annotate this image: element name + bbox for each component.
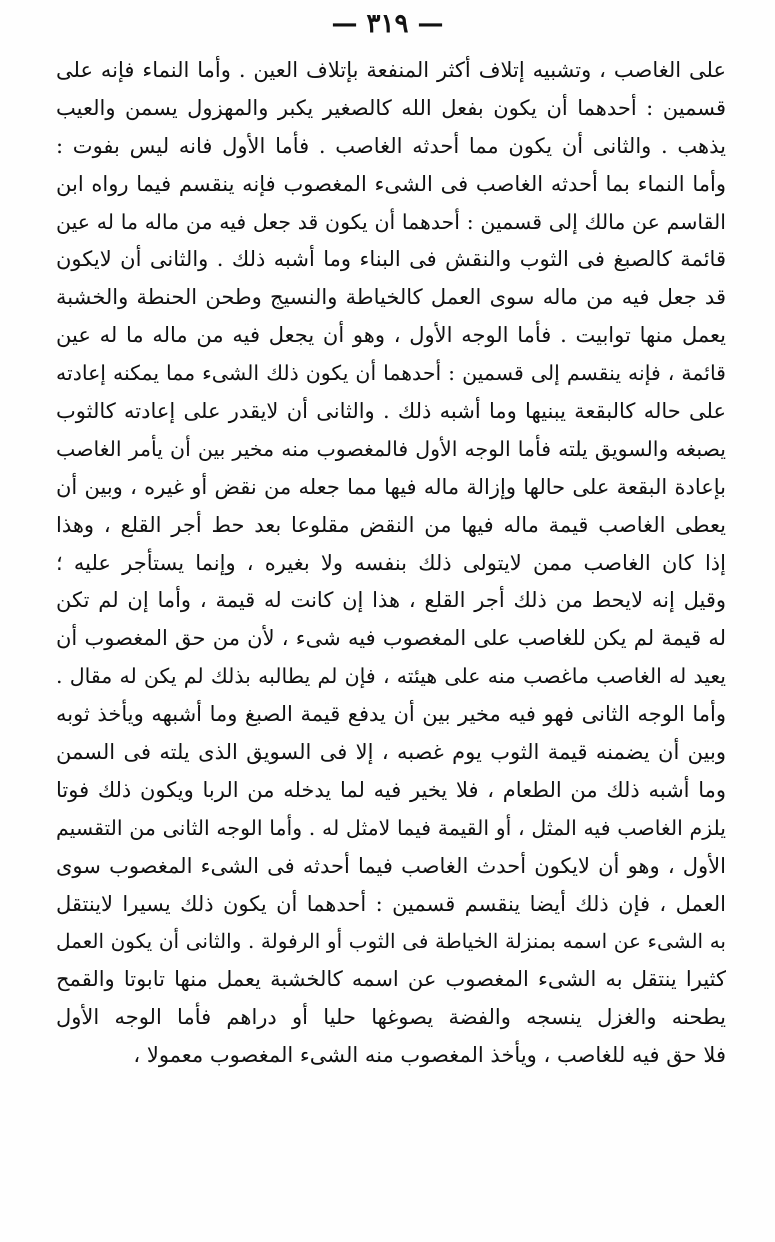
text-line: يعطى الغاصب قيمة ماله فيها من النقض مقلوعا بعد حط أجر القلع ، وهذا bbox=[56, 512, 726, 537]
text-line: به الشىء عن اسمه بمنزلة الخياطة فى الثوب أو الرفولة . والثانى أن يكون العمل bbox=[56, 929, 726, 954]
text-line: يطحنه والغزل ينسجه والفضة يصوغها حليا أو دراهم فأما الوجه الأول bbox=[56, 1005, 726, 1030]
text-line: قائمة ، فإنه ينقسم إلى قسمين : أحدهما أن يكون ذلك الشىء مما يمكنه إعادته bbox=[56, 361, 726, 386]
text-line: قائمة كالصبغ فى الثوب والنقش فى البناء وما أشبه ذلك . والثانى أن لايكون bbox=[56, 247, 726, 272]
text-line: يصبغه والسويق يلته فأما الوجه الأول فالمغصوب منه مخير بين أن يأمر الغاصب bbox=[56, 436, 726, 461]
text-line: وأما النماء بما أحدثه الغاصب فى الشىء المغصوب فإنه ينقسم فيما رواه ابن bbox=[56, 171, 726, 196]
text-line: يعيد له الغاصب ماغصب منه على هيئته ، فإن لم يطالبه بذلك لم يكن له مقال . bbox=[56, 664, 726, 689]
page-number: — ٣١٩ — bbox=[331, 9, 444, 39]
text-line: له قيمة لم يكن للغاصب على المغصوب فيه شىء ، لأن من حق المغصوب أن bbox=[56, 626, 726, 651]
text-line: وبين أن يضمنه قيمة الثوب يوم غصبه ، إلا فى السويق الذى يلته فى السمن bbox=[56, 740, 726, 765]
page-header bbox=[0, 4, 775, 44]
text-line: وقيل إنه لايحط من ذلك أجر القلع ، هذا إن كانت له قيمة ، وأما إن لم تكن bbox=[56, 588, 726, 613]
text-line: العمل ، فإن ذلك أيضا ينقسم قسمين : أحدهما أن يكون ذلك يسيرا لاينتقل bbox=[56, 891, 726, 916]
text-line: قسمين : أحدهما أن يكون بفعل الله كالصغير يكبر والمهزول يسمن والعيب bbox=[56, 95, 726, 120]
text-line: يلزم الغاصب فيه المثل ، أو القيمة فيما لامثل له . وأما الوجه الثانى من التقسيم bbox=[56, 815, 726, 840]
text-line: قد جعل فيه من ماله سوى العمل كالخياطة والنسيج وطحن الحنطة والخشبة bbox=[56, 285, 726, 310]
text-line: إذا كان الغاصب ممن لايتولى ذلك بنفسه ولا بغيره ، وإنما يستأجر عليه ؛ bbox=[56, 550, 726, 575]
text-line: يعمل منها توابيت . فأما الوجه الأول ، وهو أن يجعل فيه من ماله ما له عين bbox=[56, 323, 726, 348]
text-line: كثيرا ينتقل به الشىء المغصوب عن اسمه كالخشبة يعمل منها تابوتا والقمح bbox=[56, 967, 726, 992]
text-line: على الغاصب ، وتشبيه إتلاف أكثر المنفعة بإتلاف العين . وأما النماء فإنه على bbox=[56, 58, 726, 82]
text-line: وما أشبه ذلك من الطعام ، فلا يخير فيه لما يدخله من الربا ويكون ذلك فوتا bbox=[56, 777, 726, 802]
text-line: الأول ، وهو أن لايكون أحدث الغاصب فيما أحدثه فى الشىء المغصوب سوى bbox=[56, 853, 726, 878]
text-line: القاسم عن مالك إلى قسمين : أحدهما أن يكون قد جعل فيه من ماله ما له عين bbox=[56, 209, 726, 234]
page-body-text bbox=[56, 52, 726, 1075]
text-line: وأما الوجه الثانى فهو فيه مخير بين أن يدفع قيمة الصبغ وما أشبهه ويأخذ ثوبه bbox=[56, 702, 726, 727]
text-line: بإعادة البقعة على حالها وإزالة ماله فيها مما جعله من نقض أو غيره ، وبين أن bbox=[56, 474, 726, 499]
text-line: على حاله كالبقعة يبنيها وما أشبه ذلك . والثانى أن لايقدر على إعادته كالثوب bbox=[56, 399, 726, 424]
text-line: فلا حق فيه للغاصب ، ويأخذ المغصوب منه الشىء المغصوب معمولا ، bbox=[133, 1043, 726, 1068]
text-line: يذهب . والثانى أن يكون مما أحدثه الغاصب . فأما الأول فانه ليس بفوت : bbox=[56, 133, 726, 158]
